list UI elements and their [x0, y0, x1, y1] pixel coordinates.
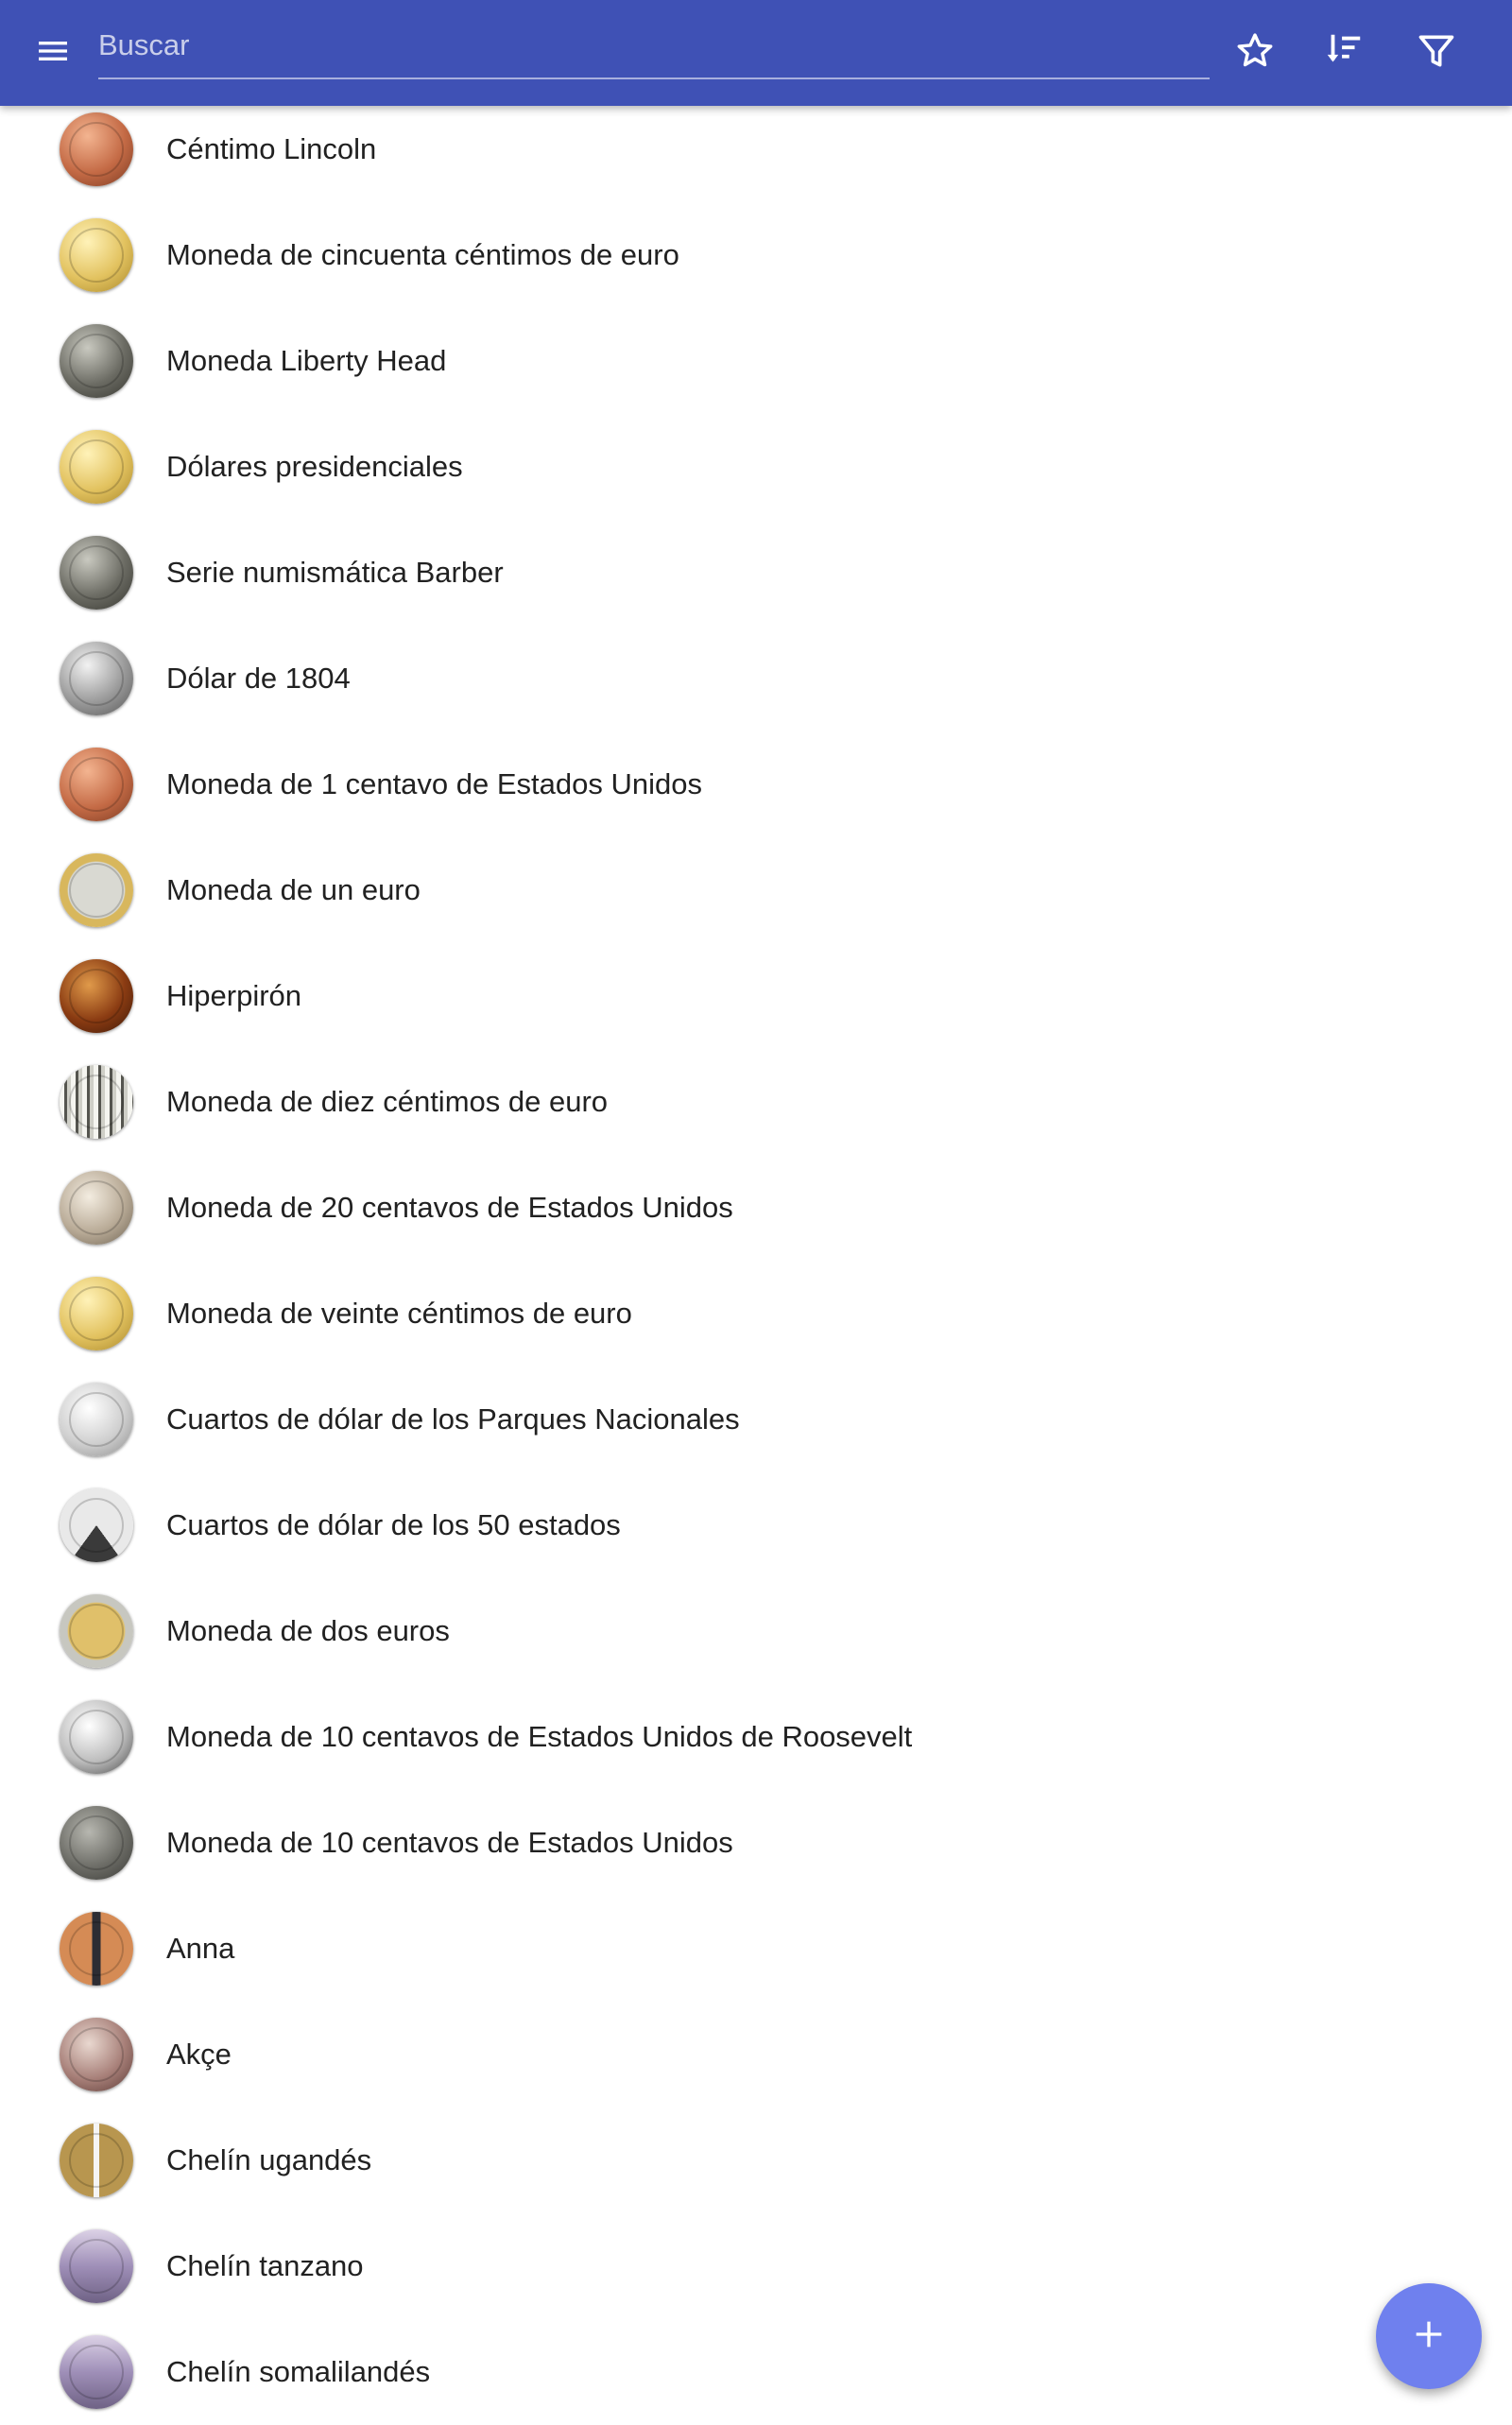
add-button[interactable]: [1376, 2283, 1482, 2389]
list-item-label: Chelín somalilandés: [166, 2355, 431, 2388]
list-item[interactable]: [0, 2107, 1512, 2213]
coin-thumbnail: [60, 2229, 133, 2303]
coin-thumbnail: [60, 1912, 133, 1986]
coin-thumbnail: [60, 1171, 133, 1245]
coin-thumbnail: [60, 218, 133, 292]
search-field: [98, 17, 1210, 79]
coin-thumbnail: [60, 642, 133, 715]
list-item-label: Moneda de 10 centavos de Estados Unidos: [166, 1826, 733, 1859]
list-item[interactable]: [0, 626, 1512, 731]
coin-thumbnail: [60, 1594, 133, 1668]
list-item[interactable]: [0, 1261, 1512, 1367]
search-input[interactable]: [98, 17, 1210, 74]
coin-thumbnail: [60, 536, 133, 610]
list-item-label: Serie numismática Barber: [166, 556, 504, 589]
menu-button[interactable]: [21, 21, 85, 85]
list-item[interactable]: [0, 1472, 1512, 1578]
filter-icon: [1416, 30, 1457, 77]
list-item[interactable]: [0, 1155, 1512, 1261]
list-item-label: Akçe: [166, 2038, 232, 2071]
list-item[interactable]: [0, 1790, 1512, 1896]
list-item[interactable]: [0, 96, 1512, 202]
list-item-label: Chelín ugandés: [166, 2143, 372, 2176]
list-item-label: Moneda de 20 centavos de Estados Unidos: [166, 1191, 733, 1224]
coin-thumbnail: [60, 2018, 133, 2091]
list-item-label: Moneda de veinte céntimos de euro: [166, 1297, 632, 1330]
filter-button[interactable]: [1404, 21, 1469, 85]
list-item[interactable]: [0, 414, 1512, 520]
list-item[interactable]: [0, 837, 1512, 943]
star-outline-icon: [1234, 30, 1276, 77]
coin-thumbnail: [60, 1488, 133, 1562]
list-item-label: Hiperpirón: [166, 979, 302, 1012]
list-item-label: Moneda de dos euros: [166, 1614, 450, 1647]
list-item-label: Dólares presidenciales: [166, 450, 463, 483]
coin-thumbnail: [60, 324, 133, 398]
list-item-label: Chelín tanzano: [166, 2249, 364, 2282]
list-item[interactable]: [0, 2319, 1512, 2425]
list-item[interactable]: [0, 520, 1512, 626]
list-item[interactable]: [0, 1578, 1512, 1684]
list-item[interactable]: [0, 731, 1512, 837]
favorites-button[interactable]: [1223, 21, 1287, 85]
list-item-label: Cuartos de dólar de los 50 estados: [166, 1508, 621, 1541]
coin-thumbnail: [60, 1065, 133, 1139]
sort-icon: [1322, 29, 1366, 77]
coin-thumbnail: [60, 1700, 133, 1774]
coin-thumbnail: [60, 959, 133, 1033]
list-item[interactable]: [0, 2002, 1512, 2107]
coin-thumbnail: [60, 853, 133, 927]
list-item[interactable]: [0, 202, 1512, 308]
coin-thumbnail: [60, 1806, 133, 1880]
coin-thumbnail: [60, 2335, 133, 2409]
list-item-label: Anna: [166, 1932, 235, 1965]
list-item[interactable]: [0, 1367, 1512, 1472]
coin-thumbnail: [60, 430, 133, 504]
sort-button[interactable]: [1312, 21, 1376, 85]
list-item-label: Moneda de diez céntimos de euro: [166, 1085, 609, 1118]
list-item-label: Moneda de 1 centavo de Estados Unidos: [166, 767, 702, 800]
list-item[interactable]: [0, 308, 1512, 414]
list-item[interactable]: [0, 1684, 1512, 1790]
list-item-label: Moneda de cincuenta céntimos de euro: [166, 238, 679, 271]
list-item-label: Dólar de 1804: [166, 662, 351, 695]
list-item-label: Moneda Liberty Head: [166, 344, 447, 377]
list-item-label: Moneda de un euro: [166, 873, 421, 906]
coin-thumbnail: [60, 1383, 133, 1456]
coin-thumbnail: [60, 2124, 133, 2197]
coin-thumbnail: [60, 112, 133, 186]
plus-icon: [1410, 2315, 1448, 2358]
menu-icon: [34, 32, 72, 75]
list-item[interactable]: [0, 943, 1512, 1049]
coin-thumbnail: [60, 1277, 133, 1350]
coin-list: [0, 96, 1512, 2425]
list-item-label: Céntimo Lincoln: [166, 132, 377, 165]
list-item[interactable]: [0, 2213, 1512, 2319]
list-item[interactable]: [0, 1896, 1512, 2002]
list-item[interactable]: [0, 1049, 1512, 1155]
app-bar: [0, 0, 1512, 106]
list-item-label: Moneda de 10 centavos de Estados Unidos de Roosevelt: [166, 1720, 913, 1753]
coin-thumbnail: [60, 748, 133, 821]
list-item-label: Cuartos de dólar de los Parques Nacionales: [166, 1402, 740, 1436]
